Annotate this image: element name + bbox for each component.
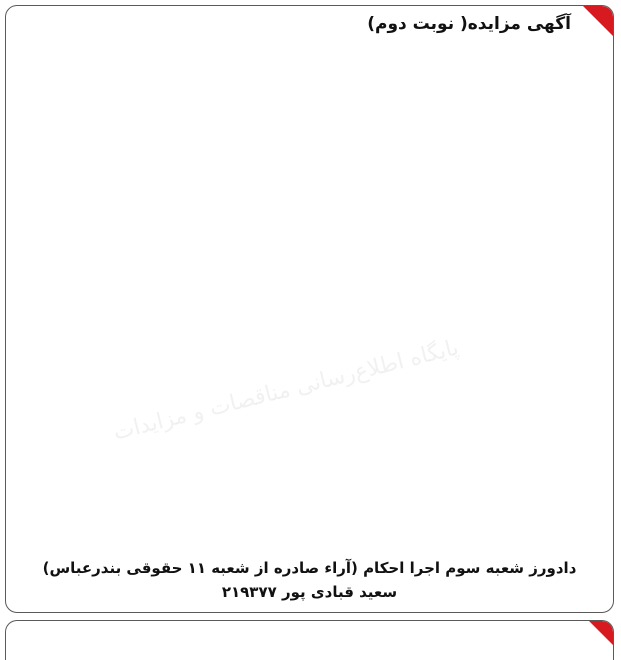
notice-body [20,44,599,549]
notice-title: آگهی مزایده( نوبت دوم) [367,14,571,34]
corner-accent [583,6,613,36]
signature-name: سعید قبادی پور ۲۱۹۳۷۷ [221,583,398,601]
corner-accent [589,621,613,645]
next-notice-frame [5,620,614,660]
notice-header [6,6,613,40]
auction-notice [5,5,614,613]
watermark: پایگاه اطلاع‌رسانی مناقصات و مزایدات [110,335,462,446]
signature-role: دادورز شعبه سوم اجرا احکام (آراء صادره از شعبه ۱۱ حقوقی بندرعباس) [42,559,577,577]
